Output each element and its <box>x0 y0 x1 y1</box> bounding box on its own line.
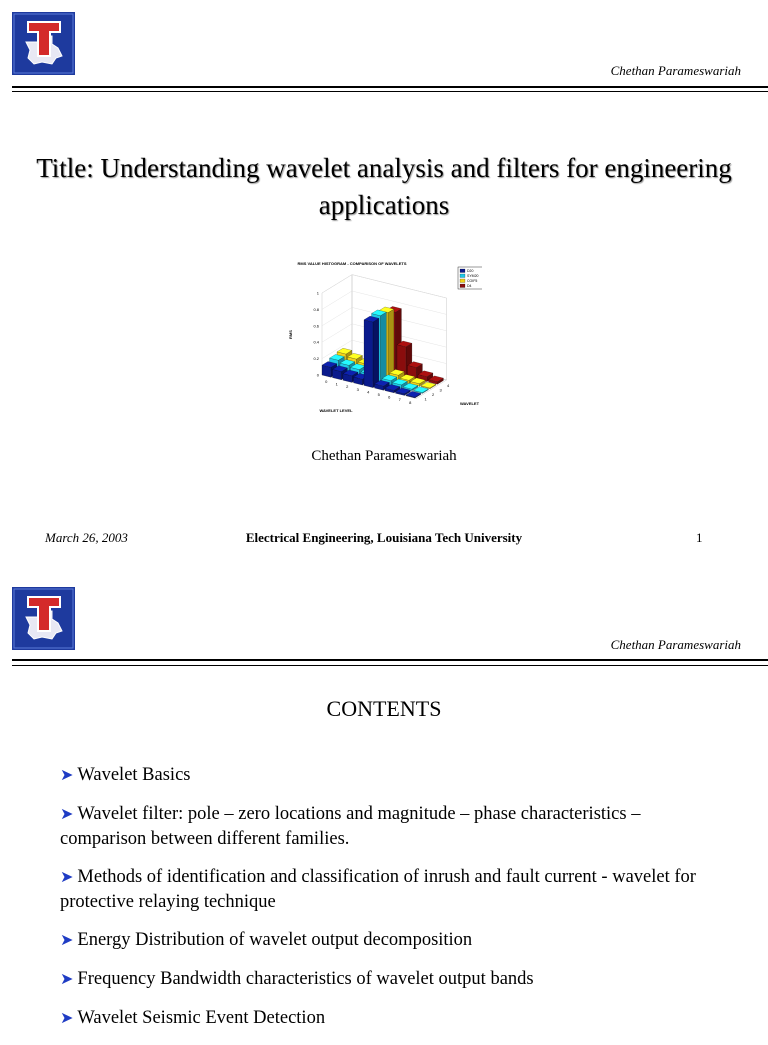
chart-zlabel: RMS <box>288 330 293 339</box>
x-tick-label: 3 <box>356 386 359 392</box>
wavelet-tick-label: 2 <box>432 391 435 397</box>
list-item: ➤ Methods of identification and classification of inrush and fault current - wavelet for protective relaying technique <box>60 867 696 912</box>
bar-D20-level-4 <box>364 316 379 387</box>
legend-swatch <box>460 279 465 283</box>
header-rule-thin <box>12 91 768 92</box>
z-tick-label: 0.6 <box>313 323 319 329</box>
x-tick-label: 6 <box>388 394 391 400</box>
x-tick-label: 0 <box>325 379 328 385</box>
z-tick-label: 0.8 <box>313 306 319 312</box>
z-tick-label: 0.2 <box>313 356 319 362</box>
slide-title: Title: Understanding wavelet analysis and filters for engineering applications <box>36 153 732 220</box>
footer-page-number: 1 <box>696 530 703 545</box>
legend-entry: D20 <box>467 269 474 273</box>
header-rule-thin-2 <box>12 665 768 666</box>
list-item: ➤ Wavelet Seismic Event Detection <box>60 1008 326 1028</box>
presenter-name: Chethan Parameswariah <box>311 448 457 464</box>
x-tick-label: 5 <box>377 392 380 398</box>
arrow-bullet-icon: ➤ <box>60 932 74 949</box>
author-header-2: Chethan Parameswariah <box>610 637 741 652</box>
z-tick-label: 0.4 <box>313 339 319 345</box>
z-tick-label: 0 <box>316 372 319 378</box>
arrow-bullet-icon: ➤ <box>60 869 74 886</box>
chart-ylabel: WAVELET <box>460 401 480 406</box>
arrow-bullet-icon: ➤ <box>60 971 74 988</box>
header-rule-2 <box>12 659 768 661</box>
legend-entry: D4 <box>467 284 472 288</box>
x-tick-label: 2 <box>346 384 349 390</box>
legend-swatch <box>460 269 465 273</box>
university-logo-2 <box>12 587 75 650</box>
list-item: ➤ Wavelet filter: pole – zero locations and magnitude – phase characteristics – comparison between different families. <box>60 804 641 849</box>
chart-title: RMS VALUE HISTOGRAM - COMPARISON OF WAVELETS <box>297 261 407 266</box>
arrow-bullet-icon: ➤ <box>60 806 74 823</box>
chart-legend <box>458 267 482 289</box>
wavelet-tick-label: 1 <box>424 396 427 402</box>
list-item: ➤ Energy Distribution of wavelet output decomposition <box>60 930 473 950</box>
contents-list <box>60 763 728 1045</box>
arrow-bullet-icon: ➤ <box>60 1010 74 1027</box>
list-item: ➤ Frequency Bandwidth characteristics of wavelet output bands <box>60 969 534 989</box>
footer-date: March 26, 2003 <box>45 530 128 545</box>
x-tick-label: 4 <box>367 389 370 395</box>
legend-swatch <box>460 284 465 288</box>
legend-entry: SYM20 <box>467 274 479 278</box>
gridline <box>322 275 447 298</box>
legend-swatch <box>460 274 465 278</box>
chart-xlabel: WAVELET LEVEL <box>319 408 353 413</box>
legend-entry: COIF5 <box>467 279 478 283</box>
arrow-bullet-icon: ➤ <box>60 767 74 784</box>
chart-bars <box>322 306 443 398</box>
x-tick-label: 1 <box>335 381 338 387</box>
x-tick-label: 8 <box>409 399 412 405</box>
chart-svg <box>282 255 482 417</box>
contents-heading: CONTENTS <box>326 696 442 721</box>
author-header: Chethan Parameswariah <box>610 63 741 78</box>
header-rule <box>12 86 768 88</box>
list-item: ➤ Wavelet Basics <box>60 765 191 785</box>
footer-institution: Electrical Engineering, Louisiana Tech University <box>245 530 523 545</box>
university-logo <box>12 12 75 75</box>
x-tick-label: 7 <box>398 397 401 403</box>
wavelet-tick-label: 3 <box>439 387 442 393</box>
z-tick-label: 1 <box>316 290 319 296</box>
wavelet-tick-label: 4 <box>447 382 450 388</box>
rms-histogram-chart <box>282 255 482 417</box>
